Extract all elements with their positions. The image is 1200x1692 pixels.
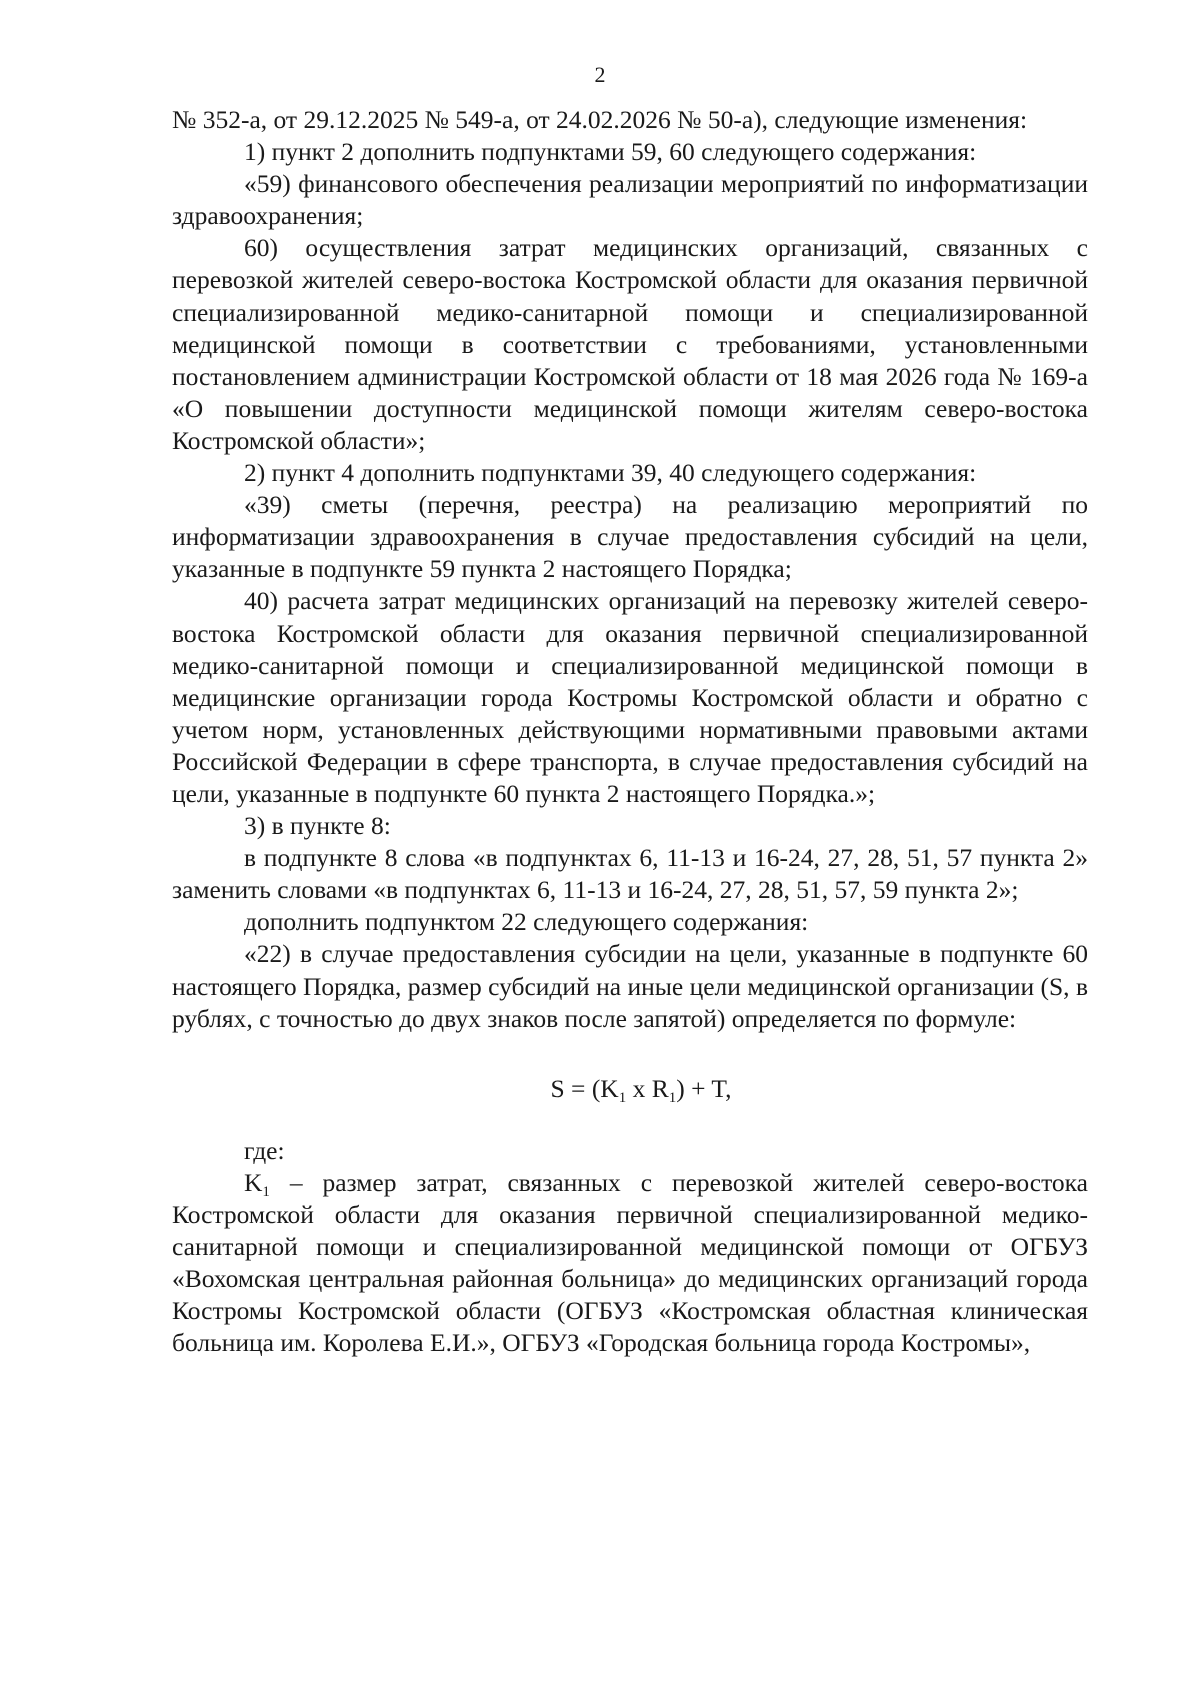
page-number: 2 — [594, 62, 606, 87]
k1-definition-text: – размер затрат, связанных с перевозкой жителей северо-востока Костромской области для оказания первичной специализированной медико-санитарной помощи и специализированной медицинской помощи от ОГБУЗ «Вохомская центральная районная больница» до медицинских организаций города Костромы Костромской области (ОГБУЗ «Костромская областная клиническая больница им. Королева Е.И.», ОГБУЗ «Городская больница города Костромы», — [172, 1167, 1088, 1358]
subsidy-formula — [172, 1073, 1088, 1105]
where-label: где: — [244, 1135, 285, 1165]
k1-symbol: K — [244, 1167, 263, 1197]
paragraph-subitem-59: «59) финансового обеспечения реализации мероприятий по информатизации здравоохранения; — [172, 169, 1088, 231]
formula-lhs: S = (K — [550, 1073, 619, 1103]
paragraph-subitem-40: 40) расчета затрат медицинских организаций на перевозку жителей северо-востока Костромской области для оказания первичной специализированной медико-санитарной помощи и специализированной медицинской помощи в медицинские организации города Костромы Костромской области и обратно с учетом норм, установленных действующими нормативными правовыми актами Российской Федерации в сфере транспорта, в случае предоставления субсидий на цели, указанные в подпункте 60 пункта 2 настоящего Порядка.»; — [172, 586, 1088, 808]
formula-k-subscript: 1 — [618, 1089, 627, 1106]
k1-symbol-subscript: 1 — [262, 1183, 270, 1200]
document-body — [172, 104, 1088, 1359]
paragraph-subitem-39: «39) сметы (перечня, реестра) на реализацию мероприятий по информатизации здравоохранения в случае предоставления субсидий на цели, указанные в подпункте 59 пункта 2 настоящего Порядка; — [172, 490, 1088, 584]
paragraph-subitem-8-change: в подпункте 8 слова «в подпунктах 6, 11-13 и 16-24, 27, 28, 51, 57 пункта 2» заменить словами «в подпунктах 6, 11-13 и 16-24, 27, 28, 51, 57, 59 пункта 2»; — [172, 843, 1088, 905]
paragraph-item-3: 3) в пункте 8: — [244, 811, 391, 841]
paragraph-item-2: 2) пункт 4 дополнить подпунктами 39, 40 следующего содержания: — [244, 458, 977, 488]
formula-mid: x R — [626, 1073, 669, 1103]
formula-r-subscript: 1 — [668, 1089, 677, 1106]
k1-definition — [172, 1167, 1088, 1360]
paragraph-add-subitem-22: дополнить подпунктом 22 следующего содержания: — [244, 907, 809, 937]
paragraph-subitem-60: 60) осуществления затрат медицинских организаций, связанных с перевозкой жителей северо-востока Костромской области для оказания первичной специализированной медико-санитарной помощи и специализированной медицинской помощи в соответствии с требованиями, установленными постановлением администрации Костромской области от 18 мая 2026 года № 169-а «О повышении доступности медицинской помощи жителям северо-востока Костромской области»; — [172, 233, 1088, 455]
paragraph-subitem-22: «22) в случае предоставления субсидии на цели, указанные в подпункте 60 настоящего Порядка, размер субсидий на иные цели медицинской организации (S, в рублях, с точностью до двух знаков после запятой) определяется по формуле: — [172, 939, 1088, 1033]
formula-rhs: ) + T, — [676, 1073, 732, 1103]
paragraph-item-1: 1) пункт 2 дополнить подпунктами 59, 60 следующего содержания: — [244, 137, 977, 167]
paragraph-intro: № 352-а, от 29.12.2025 № 549-а, от 24.02.2026 № 50-а), следующие изменения: — [172, 105, 1028, 134]
